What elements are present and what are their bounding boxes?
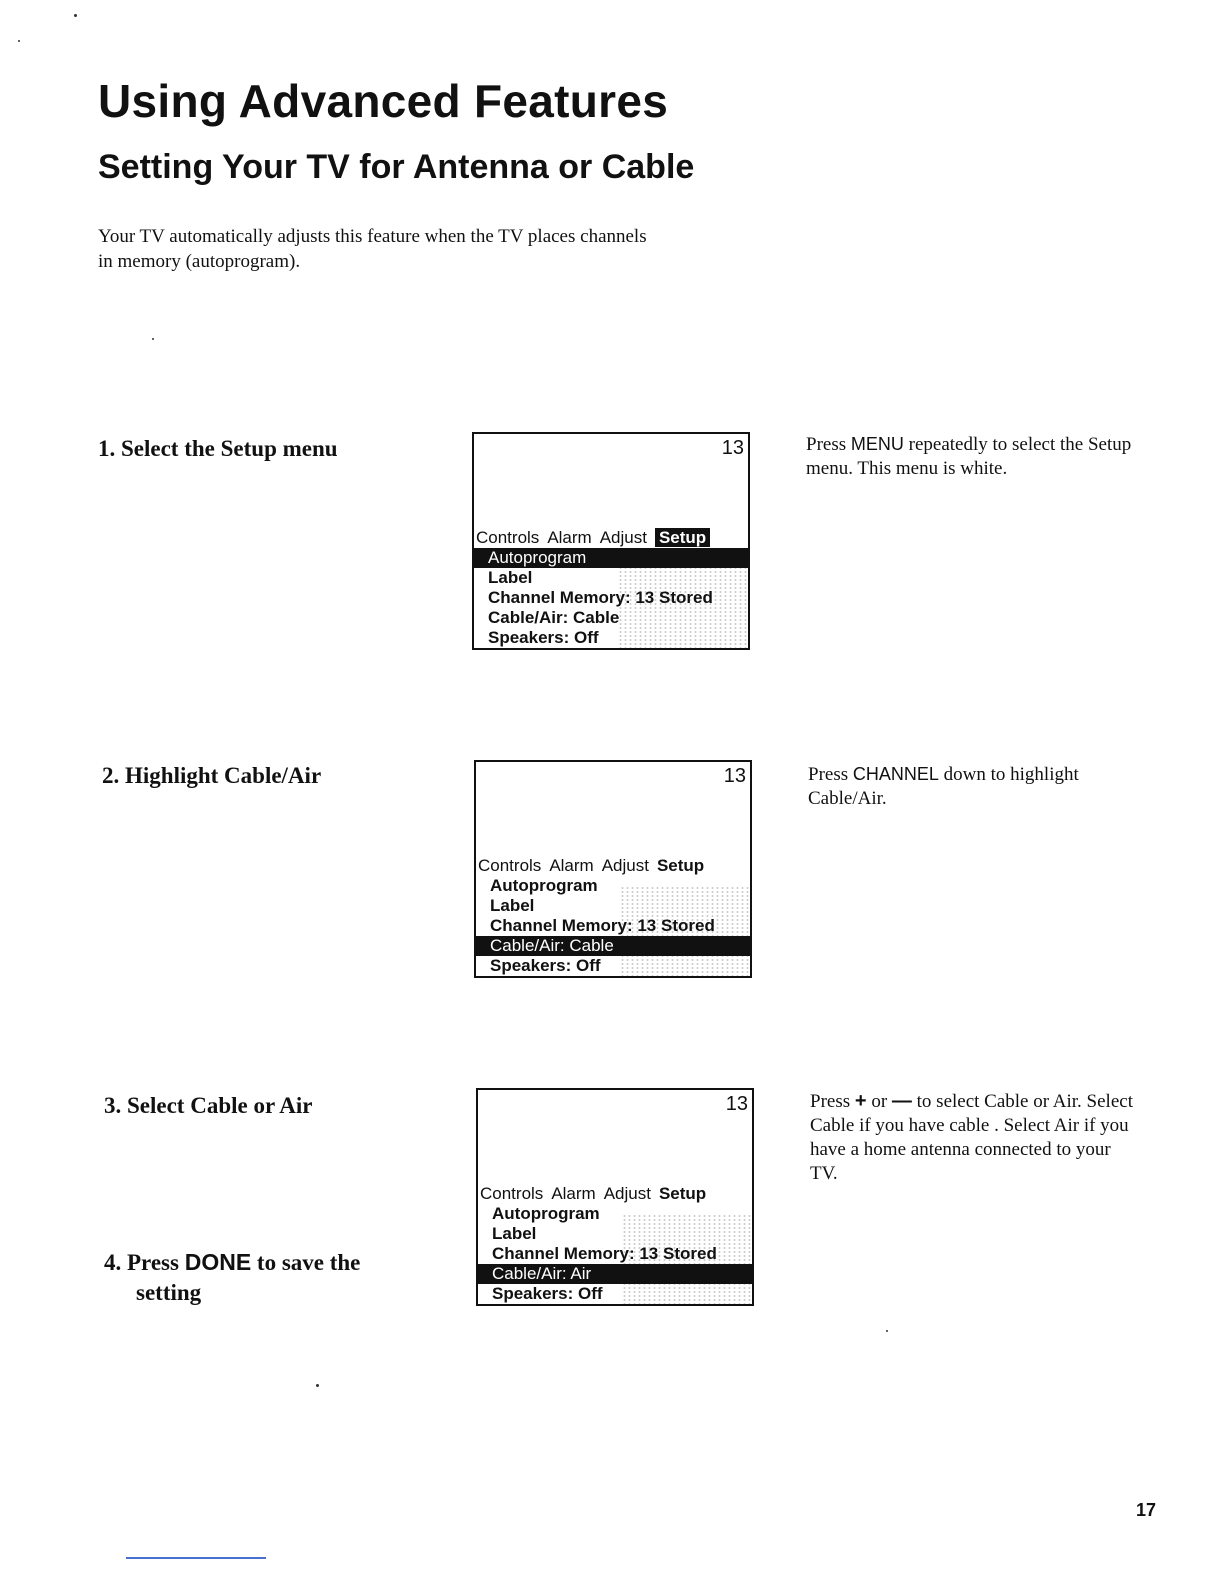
footer-rule [126, 1557, 266, 1559]
desc-text: Press [810, 1091, 855, 1112]
channel-number: 13 [723, 765, 746, 787]
tv-screen-select-cable-air [476, 1088, 754, 1306]
step-1-description [806, 432, 1146, 481]
menu-tabs [474, 527, 748, 548]
step-1-title [98, 434, 338, 464]
tab-alarm: Alarm [547, 528, 592, 547]
desc-text: to select Cable or Air. Select Cable if you have cable . Select Air if you have a home antenna connected to your TV. [810, 1091, 1133, 1184]
menu-item-cable-air: Cable/Air: Cable [476, 936, 750, 956]
step-3-title [104, 1091, 312, 1121]
tab-setup: Setup [655, 528, 710, 547]
scan-speck [18, 40, 20, 42]
step-number: 1. [98, 436, 116, 461]
step-2-title [102, 761, 321, 791]
menu-item-autoprogram: Autoprogram [492, 1204, 600, 1223]
menu-item-cable-air: Cable/Air: Air [478, 1264, 752, 1284]
menu-item-label: Label [490, 896, 535, 915]
step-label: Select Cable or Air [127, 1093, 313, 1118]
tv-screen-highlight-cable-air [474, 760, 752, 978]
menu-tabs [478, 1183, 752, 1204]
step-label-line-2: setting [136, 1280, 202, 1305]
step-label: Select the Setup menu [121, 436, 338, 461]
tab-controls: Controls [476, 528, 540, 547]
menu-item-cable-air: Cable/Air: Cable [488, 608, 620, 627]
key-plus: + [854, 1090, 867, 1112]
menu-item-speakers: Speakers: Off [492, 1284, 603, 1303]
setup-menu [476, 855, 750, 976]
channel-number: 13 [725, 1093, 748, 1115]
desc-text: Press [806, 434, 851, 455]
tab-adjust: Adjust [603, 1184, 651, 1203]
setup-menu [474, 527, 748, 648]
tab-alarm: Alarm [549, 856, 594, 875]
tab-setup: Setup [658, 1184, 707, 1203]
step-4-title [104, 1247, 360, 1308]
scan-speck [316, 1384, 319, 1387]
key-done: DONE [184, 1249, 252, 1275]
step-label: Press [127, 1250, 185, 1275]
step-label: Highlight Cable/Air [125, 763, 322, 788]
intro-line-2: in memory (autoprogram). [98, 251, 301, 272]
section-title: Setting Your TV for Antenna or Cable [98, 148, 695, 186]
key-minus: — [891, 1090, 912, 1112]
menu-item-speakers: Speakers: Off [490, 956, 601, 975]
menu-item-autoprogram: Autoprogram [490, 876, 598, 895]
menu-item-channel-memory: Channel Memory: 13 Stored [488, 588, 713, 607]
intro-paragraph [98, 224, 778, 274]
menu-item-channel-memory: Channel Memory: 13 Stored [492, 1244, 717, 1263]
tab-setup: Setup [656, 856, 705, 875]
step-label: to save the [251, 1250, 361, 1275]
step-number: 4. [104, 1250, 122, 1275]
step-2-description [808, 762, 1148, 811]
intro-line-1: Your TV automatically adjusts this feature when the TV places channels [98, 226, 647, 247]
menu-item-autoprogram: Autoprogram [474, 548, 748, 568]
key-menu: MENU [850, 434, 904, 454]
desc-text: or [866, 1091, 892, 1112]
page-title: Using Advanced Features [98, 75, 669, 127]
scan-speck [886, 1330, 888, 1332]
setup-menu [478, 1183, 752, 1304]
menu-item-speakers: Speakers: Off [488, 628, 599, 647]
tv-screen-setup-menu [472, 432, 750, 650]
tab-adjust: Adjust [599, 528, 647, 547]
scan-speck [152, 338, 154, 340]
step-number: 3. [104, 1093, 122, 1118]
desc-text: Press [808, 764, 853, 785]
key-channel: CHANNEL [852, 764, 939, 784]
step-3-description [810, 1089, 1140, 1186]
menu-item-channel-memory: Channel Memory: 13 Stored [490, 916, 715, 935]
step-number: 2. [102, 763, 120, 788]
page-number: 17 [1135, 1500, 1156, 1520]
menu-item-label: Label [492, 1224, 537, 1243]
scan-speck [74, 14, 77, 17]
tab-adjust: Adjust [601, 856, 649, 875]
tab-controls: Controls [478, 856, 542, 875]
desc-text: repeatedly to select the Setup menu. This menu is white. [806, 434, 1132, 479]
channel-number: 13 [721, 437, 744, 459]
tab-alarm: Alarm [551, 1184, 596, 1203]
tab-controls: Controls [480, 1184, 544, 1203]
desc-text: down to highlight Cable/Air. [808, 764, 1079, 809]
menu-tabs [476, 855, 750, 876]
menu-item-label: Label [488, 568, 533, 587]
